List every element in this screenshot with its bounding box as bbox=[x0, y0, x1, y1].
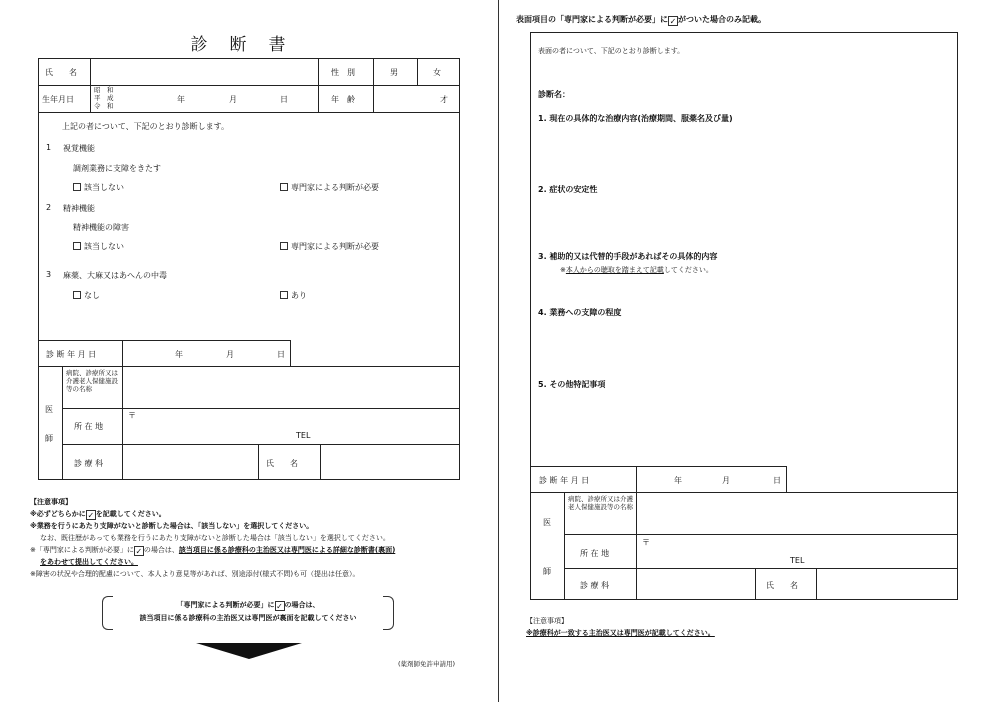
checkmark-icon: ✓ bbox=[87, 511, 95, 520]
tel-label: TEL bbox=[296, 431, 311, 440]
sex-label: 性 別 bbox=[331, 68, 355, 77]
intro-text: 上記の者について、下記のとおり診断します。 bbox=[62, 122, 230, 131]
question-1: 1. 現在の具体的な治療内容(治療期間、服薬名及び量) bbox=[538, 114, 733, 123]
section1-option-none[interactable]: 該当しない bbox=[73, 182, 124, 193]
diagnosis-date-label: 診 断 年 月 日 bbox=[46, 350, 97, 359]
checkbox-icon[interactable] bbox=[73, 291, 81, 299]
notice-line-1: 「専門家による判断が必要」に ✓ の場合は、 bbox=[176, 601, 320, 611]
section2-option-none[interactable]: 該当しない bbox=[73, 241, 124, 252]
diag-year-unit: 年 bbox=[175, 350, 183, 359]
notes-title: 【注意事項】 bbox=[30, 498, 72, 506]
sex-female[interactable]: 女 bbox=[433, 68, 441, 77]
section3-option-none[interactable]: なし bbox=[73, 290, 100, 301]
back-department-label: 診 療 科 bbox=[580, 581, 610, 590]
diag-day-unit: 日 bbox=[277, 350, 285, 359]
birth-label: 生年月日 bbox=[42, 95, 74, 104]
name-label: 氏 名 bbox=[45, 68, 77, 77]
section2-title: 精神機能 bbox=[63, 204, 95, 213]
back-hospital-name-label: 病院、診療所又は介護老人保健施設等の名称 bbox=[568, 495, 633, 511]
section3-option-yes[interactable]: あり bbox=[280, 290, 307, 301]
back-diagnosis-date-label: 診 断 年 月 日 bbox=[539, 476, 590, 485]
notice-line-2: 該当項目に係る診療科の主治医又は専門医が裏面を記載してください bbox=[139, 614, 357, 622]
section2-number: 2 bbox=[46, 203, 52, 212]
back-doctor-label-bottom: 師 bbox=[543, 567, 551, 576]
note-5: ※障害の状況や合理的配慮について、本人より意見等があれば、別途添付(様式不問)も可（提出は任意）。 bbox=[30, 570, 360, 578]
checkmark-icon: ✓ bbox=[276, 602, 283, 611]
diag-month-unit: 月 bbox=[226, 350, 234, 359]
note-2: ※業務を行うにあたり支障がないと診断した場合は、「該当しない」を選択してください。 bbox=[30, 522, 314, 530]
section3-number: 3 bbox=[46, 270, 52, 279]
checkbox-icon[interactable] bbox=[280, 183, 288, 191]
back-doctor-label-top: 医 bbox=[543, 518, 551, 527]
checkbox-icon[interactable] bbox=[73, 242, 81, 250]
section2-option-expert[interactable]: 専門家による判断が必要 bbox=[280, 241, 379, 252]
note-4: ※「専門家による判断が必要」に ✓ の場合は、該当項目に係る診療科の主治医又は専門医による詳細な診断書(裏面) bbox=[30, 546, 396, 556]
back-note-1: ※診療科が一致する主治医又は専門医が記載してください。 bbox=[526, 629, 715, 637]
section3-title: 麻薬、大麻又はあへんの中毒 bbox=[63, 271, 167, 280]
question-5: 5. その他特記事項 bbox=[538, 380, 606, 389]
back-address-label: 所 在 地 bbox=[580, 549, 610, 558]
era-heisei: 平 成 bbox=[94, 94, 114, 102]
back-month-unit: 月 bbox=[722, 476, 730, 485]
back-tel-label: TEL bbox=[790, 556, 805, 565]
back-header: 表面項目の「専門家による判断が必要」に ✓ がついた場合のみ記載。 bbox=[516, 15, 766, 26]
birth-year-unit: 年 bbox=[177, 95, 185, 104]
doctor-name-label: 氏 名 bbox=[266, 459, 298, 468]
doctor-label-bottom: 師 bbox=[45, 434, 53, 443]
birth-day-unit: 日 bbox=[280, 95, 288, 104]
hospital-name-label: 病院、診療所又は介護老人保健施設等の名称 bbox=[66, 369, 118, 393]
back-intro: 表面の者について、下記のとおり診断します。 bbox=[538, 47, 685, 55]
checkmark-icon: ✓ bbox=[669, 17, 677, 26]
back-page bbox=[500, 0, 1000, 702]
front-page bbox=[0, 0, 499, 702]
note-3: なお、既往歴があっても業務を行うにあたり支障がないと診断した場合は「該当しない」を選択してください。 bbox=[40, 534, 390, 542]
sex-male[interactable]: 男 bbox=[390, 68, 398, 77]
section1-number: 1 bbox=[46, 143, 52, 152]
department-label: 診 療 科 bbox=[74, 459, 104, 468]
question-4: 4. 業務への支障の程度 bbox=[538, 308, 622, 317]
note-1: ※必ずどちらかに ✓ を記載してください。 bbox=[30, 510, 166, 520]
expert-notice-box bbox=[102, 596, 394, 628]
back-doctor-name-label: 氏 名 bbox=[766, 581, 798, 590]
section1-title: 視覚機能 bbox=[63, 144, 95, 153]
back-day-unit: 日 bbox=[773, 476, 781, 485]
checkmark-icon: ✓ bbox=[135, 547, 143, 556]
down-arrow-icon bbox=[196, 643, 302, 659]
checkbox-icon[interactable] bbox=[280, 242, 288, 250]
section1-subtitle: 調剤業務に支障をきたす bbox=[73, 164, 161, 173]
document-title: 診断書 bbox=[190, 35, 308, 55]
address-label: 所 在 地 bbox=[74, 422, 104, 431]
back-year-unit: 年 bbox=[674, 476, 682, 485]
note-4-cont: をあわせて提出してください。 bbox=[40, 558, 138, 566]
birth-month-unit: 月 bbox=[229, 95, 237, 104]
section2-subtitle: 精神機能の障害 bbox=[73, 223, 129, 232]
back-notes-title: 【注意事項】 bbox=[526, 617, 568, 625]
age-label: 年 齢 bbox=[331, 95, 355, 104]
checkbox-icon[interactable] bbox=[73, 183, 81, 191]
form-footer: (薬剤師免許申請用) bbox=[398, 660, 456, 668]
era-reiwa: 令 和 bbox=[94, 102, 114, 110]
question-3: 3. 補助的又は代替的手段があればその具体的内容 bbox=[538, 252, 718, 261]
postal-mark: 〒 bbox=[128, 411, 136, 420]
question-2: 2. 症状の安定性 bbox=[538, 185, 598, 194]
era-showa: 昭 和 bbox=[94, 86, 114, 94]
doctor-label-top: 医 bbox=[45, 405, 53, 414]
section1-option-expert[interactable]: 専門家による判断が必要 bbox=[280, 182, 379, 193]
back-postal-mark: 〒 bbox=[642, 538, 650, 547]
question-3-note: ※本人からの聴取を踏まえて記載してください。 bbox=[560, 266, 713, 274]
age-unit: 才 bbox=[440, 95, 448, 104]
diagnosis-name-label: 診断名： bbox=[538, 90, 570, 99]
checkbox-icon[interactable] bbox=[280, 291, 288, 299]
